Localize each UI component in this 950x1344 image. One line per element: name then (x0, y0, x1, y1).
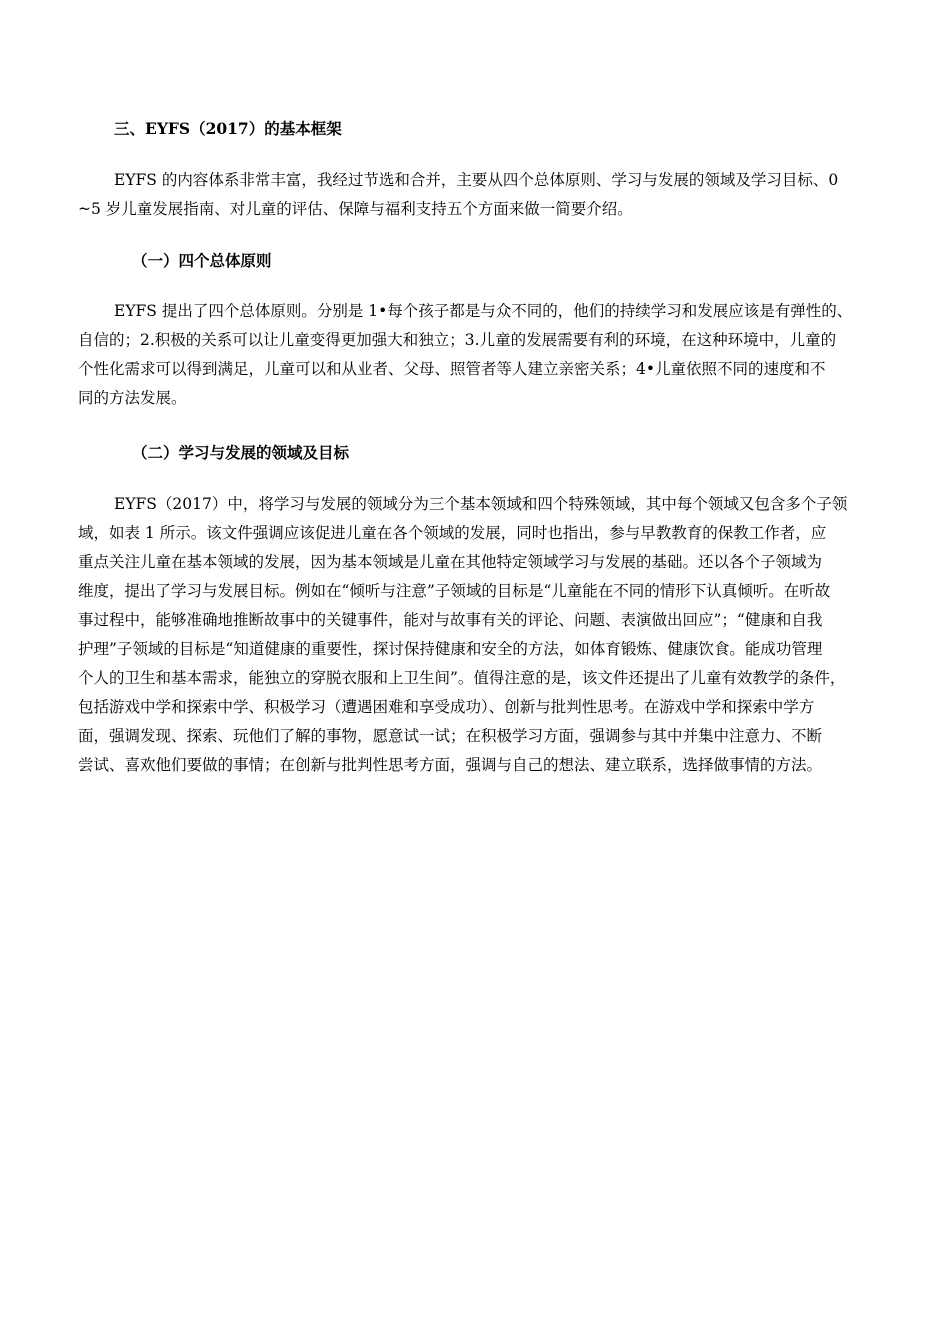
paragraph-line: 尝试、喜欢他们要做的事情；在创新与批判性思考方面，强调与自己的想法、建立联系，选择做事情的方法。 (78, 756, 823, 774)
paragraph-line: EYFS 提出了四个总体原则。分别是 1•每个孩子都是与众不同的，他们的持续学习和发展应该是有弹性的、 (114, 302, 853, 320)
paragraph-line: 域，如表 1 所示。该文件强调应该促进儿童在各个领域的发展，同时也指出，参与早教教育的保教工作者，应 (78, 524, 827, 542)
paragraph-line: 护理”子领域的目标是“知道健康的重要性，探讨保持健康和安全的方法，如体育锻炼、健康饮食。能成功管理 (78, 640, 823, 658)
paragraph-line: EYFS（2017）中，将学习与发展的领域分为三个基本领域和四个特殊领域，其中每个领域又包含多个子领 (114, 495, 848, 513)
paragraph-line: 同的方法发展。 (78, 389, 187, 407)
domains-paragraph (78, 490, 906, 780)
section-heading: 三、EYFS（2017）的基本框架 (114, 119, 342, 138)
paragraph-line: 面，强调发现、探索、玩他们了解的事物，愿意试一试；在积极学习方面，强调参与其中并集中注意力、不断 (78, 727, 823, 745)
intro-paragraph (78, 166, 906, 224)
paragraph-line: EYFS 的内容体系非常丰富，我经过节选和合并，主要从四个总体原则、学习与发展的领域及学习目标、0 (114, 171, 839, 189)
paragraph-line: 重点关注儿童在基本领域的发展，因为基本领域是儿童在其他特定领域学习与发展的基础。还以各个子领域为 (78, 553, 823, 571)
paragraph-line: 个人的卫生和基本需求，能独立的穿脱衣服和上卫生间”。值得注意的是，该文件还提出了儿童有效教学的条件， (78, 669, 846, 687)
paragraph-line: 事过程中，能够准确地推断故事中的关键事件，能对与故事有关的评论、问题、表演做出回应”；“健康和自我 (78, 611, 823, 629)
paragraph-line: 自信的；2.积极的关系可以让儿童变得更加强大和独立；3.儿童的发展需要有利的环境，在这种环境中，儿童的 (78, 331, 837, 349)
subheading-principles: （一）四个总体原则 (132, 251, 272, 270)
paragraph-line: 个性化需求可以得到满足，儿童可以和从业者、父母、照管者等人建立亲密关系；4•儿童依照不同的速度和不 (78, 360, 826, 378)
subheading-domains: （二）学习与发展的领域及目标 (132, 443, 350, 462)
principles-paragraph (78, 297, 906, 413)
paragraph-line: 维度，提出了学习与发展目标。例如在“倾听与注意”子领域的目标是“儿童能在不同的情形下认真倾听。在听故 (78, 582, 831, 600)
paragraph-line: 包括游戏中学和探索中学、积极学习（遭遇困难和享受成功）、创新与批判性思考。在游戏中学和探索中学方 (78, 698, 815, 716)
paragraph-line: ~5 岁儿童发展指南、对儿童的评估、保障与福利支持五个方面来做一简要介绍。 (78, 200, 633, 218)
